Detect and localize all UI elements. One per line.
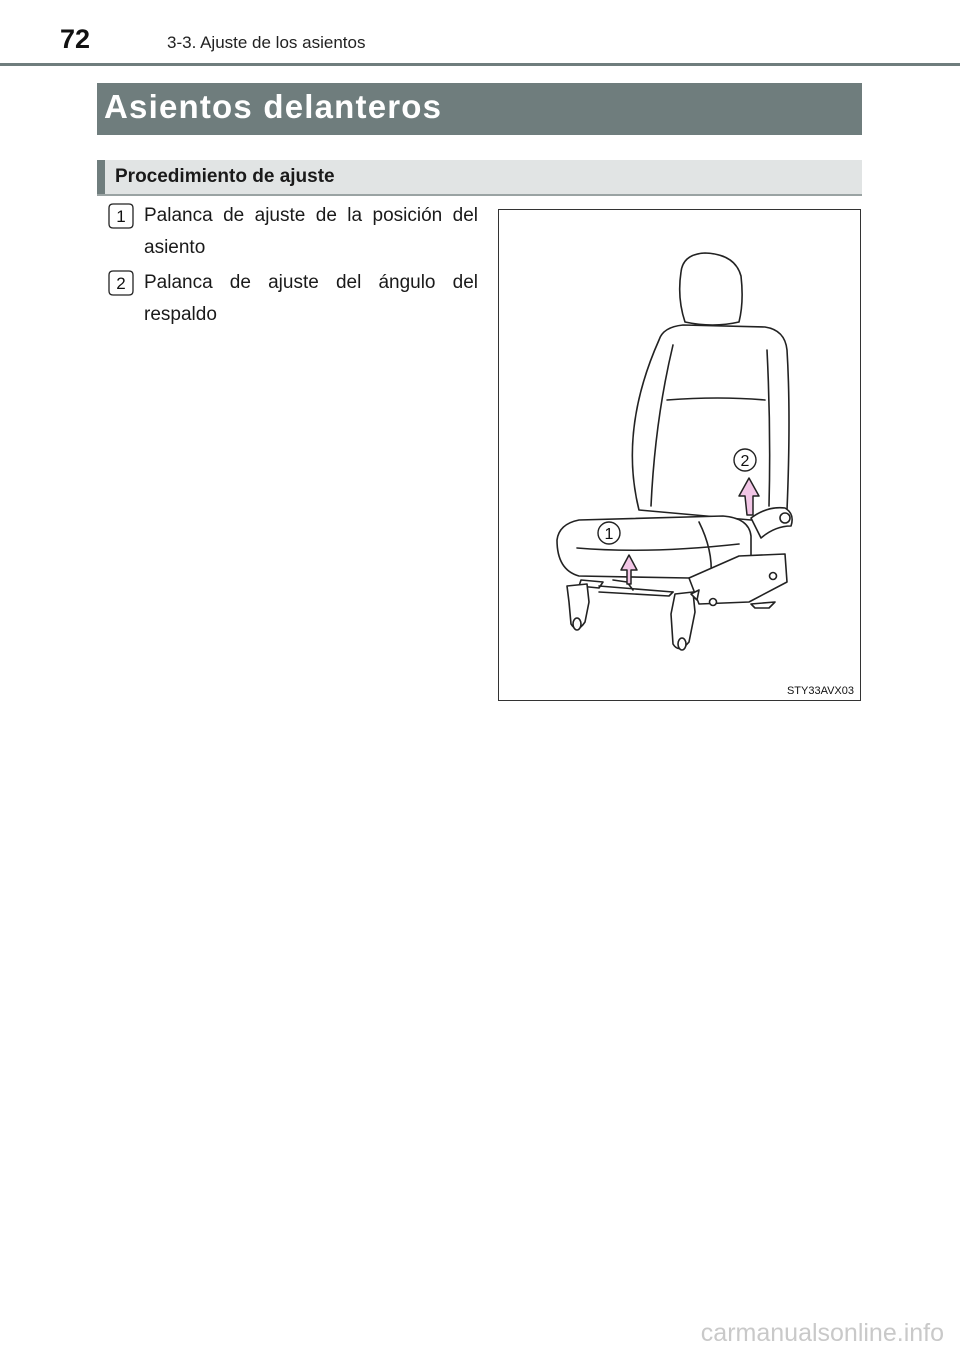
subsection-title: Procedimiento de ajuste — [115, 166, 335, 187]
header-rule — [0, 63, 960, 66]
watermark: carmanualsonline.info — [700, 1319, 944, 1347]
seat-illustration-icon — [499, 210, 860, 700]
callout-number: 1 — [604, 526, 614, 543]
running-header: 3-3. Ajuste de los asientos — [167, 33, 366, 52]
figure-code: STY33AVX03 — [786, 685, 854, 697]
section-title: Asientos delanteros — [104, 88, 443, 125]
page-number: 72 — [60, 24, 91, 54]
step-number-icon — [108, 203, 134, 229]
step-text: Palanca de ajuste de la posición del asiento — [144, 205, 478, 258]
seat-figure — [498, 209, 861, 701]
subsection-accent — [97, 160, 105, 194]
callout-number: 2 — [740, 453, 750, 470]
step-number-icon — [108, 270, 134, 296]
step-number: 2 — [116, 274, 126, 293]
step-number: 1 — [116, 207, 126, 226]
step-text: Palanca de ajuste del ángulo del respaldo — [144, 272, 478, 325]
